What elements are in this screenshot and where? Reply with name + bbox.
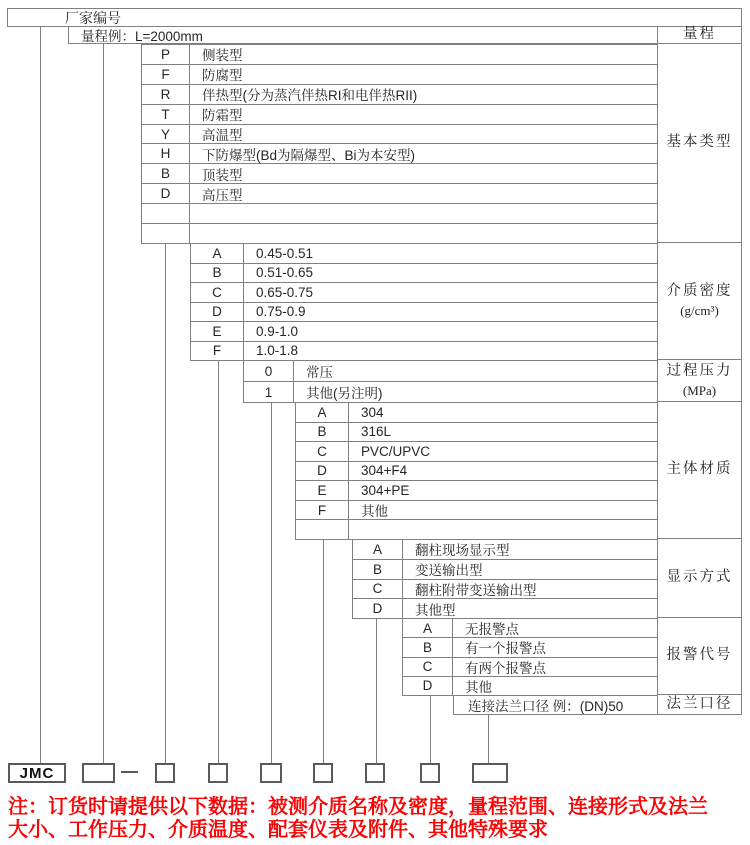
- desc-cell: 高压型: [202, 187, 243, 203]
- code-cell: Y: [142, 125, 190, 144]
- table-row: [142, 125, 657, 145]
- desc-cell: 有两个报警点: [465, 660, 546, 676]
- desc-cell: 高温型: [202, 128, 243, 144]
- code-cell: T: [142, 105, 190, 124]
- desc-cell: 翻柱附带变送输出型: [415, 582, 537, 598]
- body-material-table: [295, 402, 657, 540]
- table-row: [191, 303, 657, 323]
- code-cell: D: [296, 462, 349, 481]
- table-row: [191, 283, 657, 303]
- table-row: [191, 244, 657, 264]
- table-row: [296, 481, 657, 501]
- table-row: [353, 540, 657, 560]
- code-cell: [142, 204, 190, 223]
- code-cell: C: [353, 580, 403, 599]
- desc-cell: 防腐型: [202, 68, 243, 84]
- desc-cell: 翻柱现场显示型: [415, 543, 510, 559]
- basic-type-table: [141, 44, 657, 244]
- connector-line-material: [323, 539, 324, 763]
- display-mode-table: [352, 539, 657, 619]
- code-cell: D: [353, 599, 403, 618]
- table-row: [353, 560, 657, 580]
- table-row: [296, 403, 657, 423]
- desc-cell: [349, 520, 657, 539]
- category-density-name: 介质密度: [666, 283, 733, 300]
- desc-cell: 304: [361, 404, 384, 420]
- category-alarm-code: 报警代号: [658, 618, 741, 695]
- code-cell: D: [191, 303, 244, 322]
- code-cell: C: [296, 442, 349, 461]
- alarm-code-table: [402, 618, 657, 696]
- table-row-empty: [142, 204, 657, 224]
- table-row: [403, 658, 657, 677]
- desc-cell: 304+F4: [361, 463, 408, 479]
- code-cell: A: [296, 403, 349, 422]
- code-cell: [296, 520, 349, 539]
- table-row: [191, 342, 657, 362]
- desc-cell: 无报警点: [465, 622, 519, 638]
- flange-size-label: 连接法兰口径 例：(DN)50: [468, 699, 624, 714]
- desc-cell: 316L: [361, 424, 392, 440]
- connector-line-basic: [165, 243, 166, 763]
- table-row: [191, 322, 657, 342]
- code-cell: 1: [244, 382, 294, 402]
- category-density-unit: (g/cm³): [680, 303, 719, 318]
- category-pressure: [658, 360, 741, 402]
- code-cell: C: [403, 658, 453, 676]
- table-row: [403, 619, 657, 638]
- table-row: [142, 65, 657, 85]
- table-row: [142, 184, 657, 204]
- table-row: [296, 423, 657, 443]
- category-density: [658, 243, 741, 360]
- category-pressure-name: 过程压力: [666, 362, 733, 379]
- code-cell: 0: [244, 361, 294, 381]
- desc-cell: [190, 224, 657, 243]
- desc-cell: 顶装型: [202, 167, 243, 183]
- table-row: [142, 164, 657, 184]
- ordering-note-line1: 注：订货时请提供以下数据：被测介质名称及密度，量程范围、连接形式及法兰: [8, 796, 708, 818]
- desc-cell: 0.51-0.65: [256, 265, 314, 281]
- code-cell: E: [296, 481, 349, 500]
- model-prefix-box: [8, 763, 66, 783]
- ordering-note-line2: 大小、工作压力、介质温度、配套仪表及附件、其他特殊要求: [8, 819, 548, 841]
- table-row: [454, 696, 657, 715]
- code-cell: F: [142, 65, 190, 84]
- code-cell: C: [191, 283, 244, 302]
- table-row-empty: [142, 224, 657, 244]
- desc-cell: 其他: [361, 504, 388, 520]
- desc-cell: 0.45-0.51: [256, 245, 314, 261]
- code-cell: D: [403, 677, 453, 695]
- desc-cell: 常压: [306, 365, 333, 380]
- category-basic-type: 基本类型: [658, 44, 741, 243]
- code-cell: P: [142, 45, 190, 64]
- desc-cell: 0.65-0.75: [256, 284, 314, 300]
- code-cell: F: [296, 501, 349, 520]
- code-cell: B: [403, 638, 453, 656]
- connector-line-alarm: [430, 695, 431, 763]
- table-row: [296, 501, 657, 521]
- desc-cell: 伴热型(分为蒸汽伴热RI和电伴热RII): [202, 88, 418, 104]
- model-box-material: [313, 763, 333, 783]
- code-cell: B: [142, 164, 190, 183]
- desc-cell: 其他型: [415, 602, 456, 618]
- category-column: [657, 27, 742, 715]
- table-row: [244, 361, 657, 382]
- code-cell: E: [191, 322, 244, 341]
- desc-cell: 304+PE: [361, 483, 410, 499]
- code-cell: B: [296, 423, 349, 442]
- code-cell: [142, 224, 190, 243]
- desc-cell: 防霜型: [202, 108, 243, 124]
- connector-line-display: [376, 618, 377, 763]
- desc-cell: 下防爆型(Bd为隔爆型、Bi为本安型): [202, 147, 416, 163]
- table-row: [296, 442, 657, 462]
- desc-cell: 1.0-1.8: [256, 343, 299, 359]
- connector-line-maker: [40, 27, 41, 763]
- medium-density-table: [190, 243, 657, 361]
- table-row: [191, 264, 657, 284]
- desc-cell: [190, 204, 657, 223]
- model-box-flange: [472, 763, 508, 783]
- model-box-density: [208, 763, 228, 783]
- category-pressure-unit: (MPa): [682, 382, 717, 398]
- desc-cell: 其他(另注明): [306, 386, 383, 401]
- maker-number-label: 厂家编号: [65, 9, 121, 26]
- desc-cell: 其他: [465, 679, 492, 695]
- table-row: [403, 677, 657, 696]
- desc-cell: 0.9-1.0: [256, 323, 299, 339]
- model-box-alarm: [420, 763, 440, 783]
- table-row: [244, 382, 657, 403]
- desc-cell: 变送输出型: [415, 563, 483, 579]
- model-box-basic: [155, 763, 175, 783]
- category-display-mode: 显示方式: [658, 539, 741, 618]
- table-row: [353, 599, 657, 619]
- code-cell: A: [353, 540, 403, 559]
- desc-cell: 有一个报警点: [465, 641, 546, 657]
- table-row: [142, 45, 657, 65]
- desc-cell: 0.75-0.9: [256, 304, 306, 320]
- code-cell: B: [353, 560, 403, 579]
- connector-line-pressure: [271, 402, 272, 763]
- desc-cell: PVC/UPVC: [361, 443, 431, 459]
- code-cell: H: [142, 144, 190, 163]
- category-range: 量程: [658, 27, 741, 44]
- process-pressure-table: [243, 360, 657, 403]
- model-box-display: [365, 763, 385, 783]
- table-row: [403, 638, 657, 657]
- model-box-pressure: [260, 763, 282, 783]
- table-row: [142, 105, 657, 125]
- category-material: 主体材质: [658, 402, 741, 539]
- table-row: [142, 144, 657, 164]
- connector-line-density: [218, 360, 219, 763]
- connector-line-flange: [488, 715, 489, 763]
- category-flange-size: 法兰口径: [658, 695, 741, 715]
- connector-line-range: [103, 44, 104, 763]
- code-cell: B: [191, 264, 244, 283]
- code-cell: A: [403, 619, 453, 637]
- code-cell: R: [142, 85, 190, 104]
- table-row: [353, 580, 657, 600]
- code-cell: D: [142, 184, 190, 203]
- model-box-range: [82, 763, 115, 783]
- model-prefix-label: JMC: [19, 764, 55, 782]
- ordering-note: [8, 796, 746, 842]
- table-row-empty: [296, 520, 657, 540]
- code-cell: F: [191, 342, 244, 361]
- model-dash: [121, 771, 138, 773]
- table-row: [142, 85, 657, 105]
- flange-size-row: [453, 695, 657, 715]
- range-label: 量程例：L=2000mm: [81, 29, 203, 44]
- table-row: [296, 462, 657, 482]
- desc-cell: 侧装型: [202, 48, 243, 64]
- range-row: [68, 27, 657, 44]
- code-cell: A: [191, 244, 244, 263]
